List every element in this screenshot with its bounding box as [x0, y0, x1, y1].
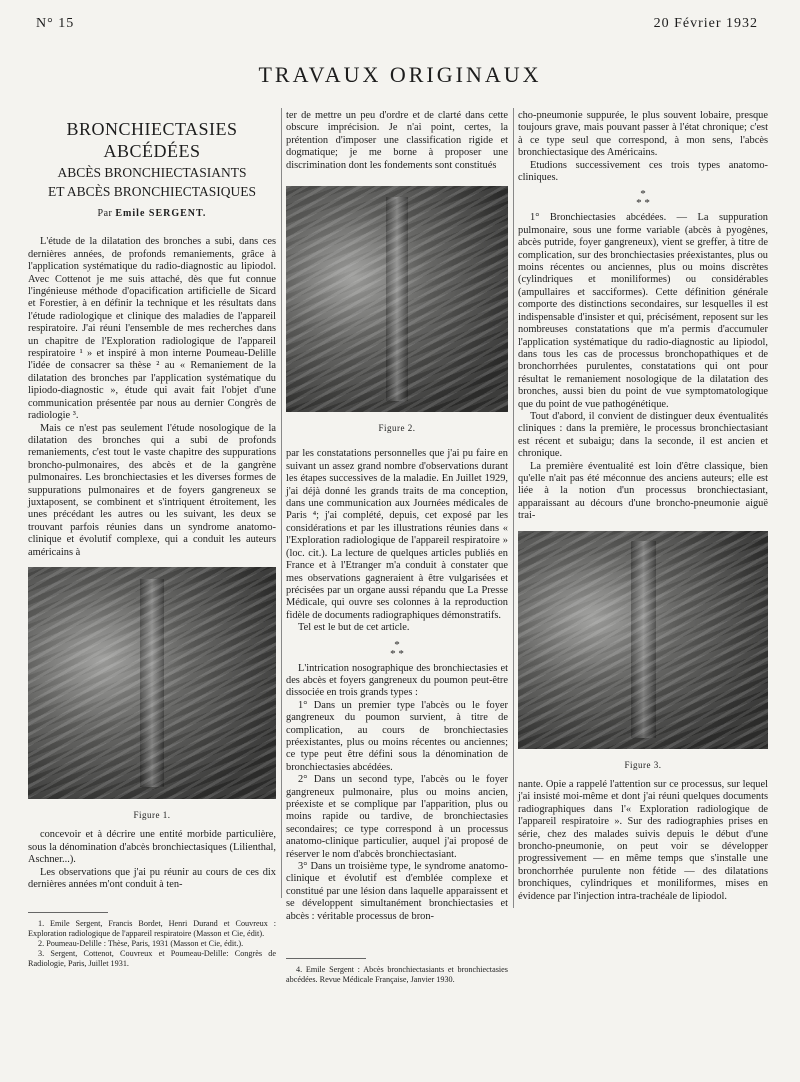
paragraph: 3° Dans un troisième type, le syndrome anatomo-clinique et évolutif est d'emblée complexe et constitué par une lésion dans laquelle apparaissent et se développent simultanément bronchiectasies et abcès : véritable processus de bron- — [286, 861, 508, 922]
column-divider — [513, 108, 514, 908]
footnote-1: 1. Emile Sergent, Francis Bordet, Henri Durand et Couvreux : Exploration radiologique de l'appareil respiratoire (Masson et Cie, édit). — [28, 919, 276, 938]
figure-2-radiograph — [286, 186, 508, 412]
page-header — [36, 16, 758, 40]
section-title: TRAVAUX ORIGINAUX — [258, 62, 542, 87]
figure-3-radiograph — [518, 531, 768, 749]
column-divider — [281, 108, 282, 898]
page-number: N° 15 — [36, 16, 75, 31]
paragraph: cho-pneumonie suppurée, le plus souvent lobaire, presque toujours grave, mais pouvant passer à l'état chronique; c'est à ce type seul que correspond, à mon sens, l'abcès bronchiectasique des Américains. — [518, 110, 768, 159]
paragraph: Tel est le but de cet article. — [298, 622, 410, 634]
issue-date: 20 Février 1932 — [653, 16, 758, 31]
paragraph: Les observations que j'ai pu réunir au cours de ces dix dernières années m'ont conduit à ten- — [28, 866, 276, 890]
footnote-3: 3. Sergent, Cottenot, Couvreux et Poumeau-Delille: Congrès de Radiologie, Paris, Juillet 1931. — [28, 949, 276, 968]
article-title: BRONCHIECTASIES ABCÉDÉES — [66, 119, 238, 161]
article-subtitle-1: ABCÈS BRONCHIECTASIANTS — [57, 165, 247, 180]
paragraph: par les constatations personnelles que j'ai pu faire en suivant un assez grand nombre d'observations durant les étapes successives de la maladie. En Juillet 1929, j'ai déjà donné les grands traits de ma conception, dans une communication aux Journées médicales de Paris ⁴; j'ai complété, depuis, cet exposé par les considérations et par les illustrations réunies dans « l'Exploration radiologique de l'appareil respiratoire » (loc. cit.). La lecture de quelques articles publiés en France et à l'Etranger m'a conduit à constater que mes observations gagneraient à être vulgarisées et précisées par un organe aussi répandu que La Presse Médicale, qui ouvre ses colonnes à la reproduction fidèle de documents radiographiques démonstratifs. — [286, 448, 508, 621]
paragraph: ter de mettre un peu d'ordre et de clarté dans cette obscure imprécision. Je n'ai point, certes, la prétention d'imposer une classification rigide et dogmatique; je me borne à proposer une discrimination dont les fondements sont constitués — [286, 110, 508, 171]
paragraph: Tout d'abord, il convient de distinguer deux éventualités cliniques : dans la première, le processus bronchiectasiant est récent et subaigu; dans la seconde, il est ancien et chronique. — [518, 410, 768, 460]
paragraph: 1° Dans un premier type l'abcès ou le foyer gangreneux du poumon survient, à titre de complication, au cours de bronchiectasies préexistantes, plus ou moins récentes ou anciennes; ce type peut être défini sous la dénomination de bronchiectasies abcédées. — [286, 699, 508, 773]
paragraph: concevoir et à décrire une entité morbide particulière, sous la dénomination d'abcès bronchiectasiques (Lilienthal, Aschner...). — [28, 829, 276, 866]
footnote-4: 4. Emile Sergent : Abcès bronchiectasiants et bronchiectasies abcédées. Revue Médicale Française, Janvier 1930. — [286, 965, 508, 984]
paragraph: L'intrication nosographique des bronchiectasies et des abcès et foyers gangreneux du poumon peut-être dissociée en trois grands types : — [286, 662, 508, 699]
figure-3-caption: Figure 3. — [624, 759, 662, 770]
footnotes-column-1 — [28, 912, 276, 969]
column-3 — [518, 110, 768, 903]
section-separator-stars: * * * — [390, 638, 404, 660]
byline-prefix: Par — [97, 208, 113, 219]
paragraph: 2° Dans un second type, l'abcès ou le foyer gangreneux pulmonaire, plus ou moins ancien, préexiste et se complique par l'apparition, plus ou moins rapide ou tardive, de bronchiectasies secondaires; ce type correspond à un processus anatomo-clinique particulier, auquel j'ai proposé de réserver le nom d'abcès bronchiectasiant. — [286, 774, 508, 860]
paragraph: Etudions successivement ces trois types anatomo-cliniques. — [518, 159, 768, 184]
figure-3 — [518, 531, 768, 771]
paragraph: nante. Opie a rappelé l'attention sur ce processus, sur lequel j'ai insisté moi-même et dont j'ai réuni quelques documents radiographiques dans l'« Exploration radiologique de l'appareil respiratoire ». Sur des radiographies prises en série, chez des malades suivis depuis le début d'une broncho-pneumonie, on peut voir se développer progressivement — en même temps que s'installe une bronchorrhée purulente non fétide — des dilatations bronchiques, cylindriques et moniliformes, mises en évidence par l'injection intra-trachéale de lipiodol. — [518, 779, 768, 902]
section-separator-stars: * * * — [636, 188, 650, 210]
footnote-2: 2. Poumeau-Delille : Thèse, Paris, 1931 (Masson et Cie, édit.). — [38, 939, 244, 948]
column-1 — [28, 110, 276, 891]
figure-1 — [28, 567, 276, 821]
figure-1-radiograph — [28, 567, 276, 799]
article-subtitle-2: ET ABCÈS BRONCHIECTASIQUES — [48, 184, 256, 199]
figure-2-caption: Figure 2. — [378, 423, 416, 434]
figure-2 — [286, 186, 508, 434]
author-name: Emile SERGENT. — [115, 208, 207, 219]
paragraph: 1° Bronchiectasies abcédées. — La suppuration pulmonaire, sous une forme variable (abcès à pyogènes, abcès putride, foyer gangreneux), vient se greffer, à titre de complication, sur des bronchiectasies préexistantes, plus ou moins récentes ou anciennes, plus ou moins discrètes (cylindriques et moniliformes) ou considérables (ampullaires et sacciformes). Cette définition générale comporte des distinctions secondaires, sur lesquelles il est indispensable d'insister et qui, précisément, reposent sur les nombreuses constatations que m'a permis d'accumuler l'application systématique du radio-diagnostic au lipiodol, dans tous les cas de processus bronchopathiques et de bronchorrhées purulentes, constatations qui ont pour résultat le remaniement nosologique de la dilatation des bronches, aussi bien du point de vue symptomatologique que du point de vue pathogénétique. — [518, 212, 768, 410]
paragraph: Mais ce n'est pas seulement l'étude nosologique de la dilatation des bronches qui a subi de profonds remaniements, c'est tout le vaste chapitre des suppurations broncho-pulmonaires, des abcès et de la gangrène pulmonaires. Les bronchiectasies et les diverses formes de suppurations pulmonaires et de foyers gangreneux se juxtaposent, se combinent et s'intriquent étroitement, les unes précédant les autres ou les suivant, les deux se trouvant parfois réunies dans un syndrome anatomo-clinique et évolutif complexe, qui a conduit les auteurs américains à — [28, 422, 276, 558]
paragraph: La première éventualité est loin d'être classique, bien qu'elle n'ait pas été méconnue des anciens auteurs; elle est liée à la notion d'un processus bronchiectasiant, apparaissant au décours d'une broncho-pneumonie aiguë trai- — [518, 460, 768, 522]
figure-1-caption: Figure 1. — [133, 809, 171, 820]
byline — [28, 208, 276, 220]
article-title-block — [28, 118, 276, 220]
footnotes-column-2 — [286, 958, 508, 985]
column-2 — [286, 110, 508, 923]
paragraph: L'étude de la dilatation des bronches a subi, dans ces dernières années, de profonds remaniements, grâce à l'application systématique du radio-diagnostic au lipiodol. Avec Cottenot je me suis attaché, dès que fut connue l'ingénieuse méthode d'opacification artificielle de Sicard et Forestier, à en définir la technique et les résultats dans l'étude radiologique et clinique des maladies de l'appareil respiratoire. J'ai réuni l'ensemble de mes recherches dans un chapitre de l'Exploration radiologique de l'appareil respiratoire ¹ » et inspiré à mon interne Poumeau-Delille l'idée de consacrer sa thèse ² au « Remaniement de la dilatation des bronches par l'application systématique du lipiodo-diagnostic », étude qui avait fait l'objet d'une communication présentée par nous au dernier Congrès de radiologie ³. — [28, 236, 276, 422]
footnote-rule — [28, 912, 108, 913]
footnote-rule — [286, 958, 366, 959]
